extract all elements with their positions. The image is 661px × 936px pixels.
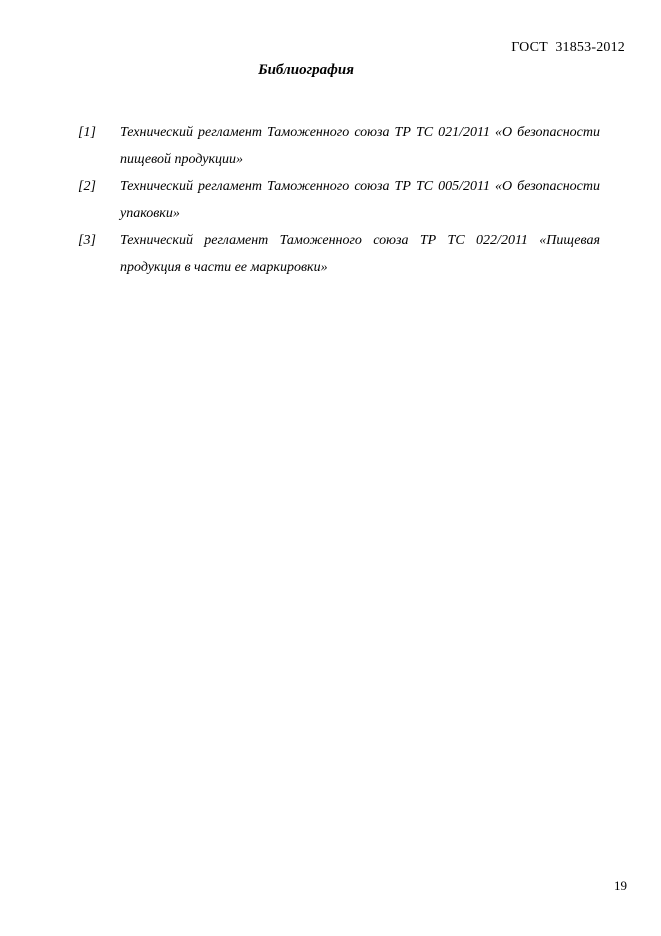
bibliography-number: [1] (78, 125, 96, 140)
section-title: Библиография (258, 62, 354, 78)
page-number: 19 (614, 878, 627, 893)
bibliography-item-3 (78, 227, 600, 281)
bibliography-item-2 (78, 173, 600, 227)
bibliography-number: [2] (78, 179, 96, 194)
bibliography-item-1 (78, 119, 600, 173)
bibliography-text: Технический регламент Таможенного союза ТР ТС 022/2011 «Пищевая продукция в части ее маркировки» (120, 233, 600, 275)
bibliography-text: Технический регламент Таможенного союза ТР ТС 005/2011 «О безопасности упаковки» (120, 179, 600, 221)
bibliography-text: Технический регламент Таможенного союза ТР ТС 021/2011 «О безопасности пищевой продукции» (120, 125, 600, 167)
bibliography-list (78, 119, 600, 281)
document-code: ГОСТ 31853-2012 (511, 40, 625, 55)
bibliography-number: [3] (78, 233, 96, 248)
